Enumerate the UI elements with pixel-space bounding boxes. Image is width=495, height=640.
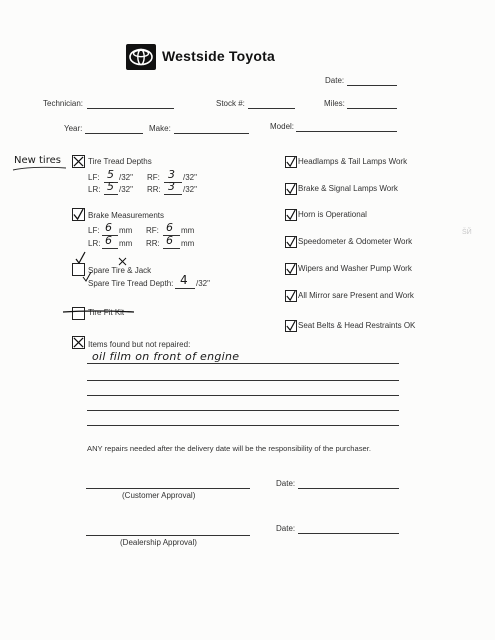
stock-label: Stock #:	[216, 99, 245, 108]
brake-checkbox[interactable]	[72, 208, 85, 221]
brake-rf-label: RF:	[146, 226, 159, 235]
brake-rr-label: RR:	[146, 239, 160, 248]
right-check-box[interactable]	[285, 156, 297, 168]
brake-rf-unit: mm	[181, 226, 195, 235]
items-line-2[interactable]	[87, 380, 399, 381]
tire-lf-unit: /32"	[119, 173, 133, 182]
tire-rf-value: 3	[168, 168, 175, 181]
tire-rf-unit: /32"	[183, 173, 197, 182]
customer-approval-label: (Customer Approval)	[122, 491, 196, 500]
tire-fit-kit-label: Tire Fit Kit	[88, 308, 125, 317]
right-check-box[interactable]	[285, 290, 297, 302]
spare-depth-label: Spare Tire Tread Depth:	[88, 279, 174, 288]
right-check-box[interactable]	[285, 320, 297, 332]
model-field[interactable]	[296, 131, 397, 132]
technician-field[interactable]	[87, 108, 174, 109]
right-check-label: Wipers and Washer Pump Work	[298, 264, 412, 273]
right-check-label: Horn is Operational	[298, 210, 367, 219]
year-label: Year:	[64, 124, 83, 133]
items-line-1[interactable]	[87, 363, 399, 364]
dealership-date-label: Date:	[276, 524, 296, 533]
make-label: Make:	[149, 124, 171, 133]
tire-lf-label: LF:	[88, 173, 100, 182]
right-check-box[interactable]	[285, 209, 297, 221]
date-label: Date:	[325, 76, 345, 85]
check-mark-icon	[286, 210, 296, 220]
check-mark-icon	[286, 157, 296, 167]
brake-lf-value: 6	[105, 221, 112, 234]
tire-lr-field[interactable]	[104, 194, 118, 195]
brake-rr-value: 6	[166, 234, 173, 247]
make-field[interactable]	[174, 133, 249, 134]
brake-lr-label: LR:	[88, 239, 101, 248]
items-found-note: oil film on front of engine	[92, 350, 240, 363]
brake-lr-unit: mm	[119, 239, 133, 248]
margin-note: New tires	[14, 155, 61, 166]
spare-depth-field[interactable]	[175, 288, 195, 289]
model-label: Model:	[270, 122, 295, 131]
right-check-box[interactable]	[285, 263, 297, 275]
spare-depth-value: 4	[180, 273, 188, 287]
toyota-logo-icon	[126, 44, 156, 70]
check-mark-icon	[286, 291, 296, 301]
items-line-3[interactable]	[87, 395, 399, 396]
brake-lr-value: 6	[105, 234, 112, 247]
right-check-label: Seat Belts & Head Restraints OK	[298, 321, 416, 330]
tire-rf-label: RF:	[147, 173, 160, 182]
tire-lf-value: 5	[107, 168, 114, 181]
items-line-4[interactable]	[87, 410, 399, 411]
tire-lr-value: 5	[107, 180, 114, 193]
margin-note-underline	[12, 165, 68, 173]
dealership-name: Westside Toyota	[162, 48, 275, 64]
right-check-label: Headlamps & Tail Lamps Work	[298, 157, 408, 166]
spare-check-mark	[74, 251, 88, 265]
stock-field[interactable]	[248, 108, 295, 109]
tire-rr-unit: /32"	[183, 185, 197, 194]
dealership-date-field[interactable]	[298, 533, 399, 534]
customer-date-field[interactable]	[298, 488, 399, 489]
brake-lf-label: LF:	[88, 226, 100, 235]
date-field[interactable]	[347, 85, 397, 86]
right-check-box[interactable]	[285, 183, 297, 195]
brake-lf-unit: mm	[119, 226, 133, 235]
dealership-signature-line[interactable]	[86, 535, 250, 536]
tire-rr-label: RR:	[147, 185, 161, 194]
right-check-label: Brake & Signal Lamps Work	[298, 184, 398, 193]
brake-rf-value: 6	[166, 221, 173, 234]
tire-rr-value: 3	[168, 180, 175, 193]
tire-lr-unit: /32"	[119, 185, 133, 194]
check-mark-icon	[286, 264, 296, 274]
tire-rr-field[interactable]	[164, 194, 182, 195]
jack-x-mark	[118, 257, 128, 267]
customer-date-label: Date:	[276, 479, 296, 488]
items-line-5[interactable]	[87, 425, 399, 426]
brake-lr-field[interactable]	[102, 248, 118, 249]
tire-fit-kit-strikethrough	[62, 308, 136, 316]
tire-tread-label: Tire Tread Depths	[88, 157, 152, 166]
right-check-label: Speedometer & Odometer Work	[298, 237, 413, 246]
miles-label: Miles:	[324, 99, 345, 108]
brake-label: Brake Measurements	[88, 211, 165, 220]
right-check-box[interactable]	[285, 236, 297, 248]
check-mark-icon	[286, 237, 296, 247]
technician-label: Technician:	[43, 99, 84, 108]
check-mark-icon	[286, 321, 296, 331]
tire-tread-checkbox[interactable]	[72, 155, 85, 168]
customer-signature-line[interactable]	[86, 488, 250, 489]
year-field[interactable]	[85, 133, 143, 134]
items-found-label: Items found but not repaired:	[88, 340, 191, 349]
disclaimer-text: ANY repairs needed after the delivery date will be the responsibility of the purchaser.	[87, 444, 371, 453]
check-mark-icon	[286, 184, 296, 194]
miles-field[interactable]	[347, 108, 397, 109]
brake-rr-field[interactable]	[163, 248, 180, 249]
spare-label: Spare Tire & Jack	[88, 266, 152, 275]
dealership-approval-label: (Dealership Approval)	[120, 538, 197, 547]
right-check-label: All Mirror sare Present and Work	[298, 291, 414, 300]
tire-lr-label: LR:	[88, 185, 101, 194]
brake-rr-unit: mm	[181, 239, 195, 248]
spare-depth-unit: /32"	[196, 279, 210, 288]
side-mark: ŠЙ	[462, 229, 472, 236]
items-found-checkbox[interactable]	[72, 336, 85, 349]
